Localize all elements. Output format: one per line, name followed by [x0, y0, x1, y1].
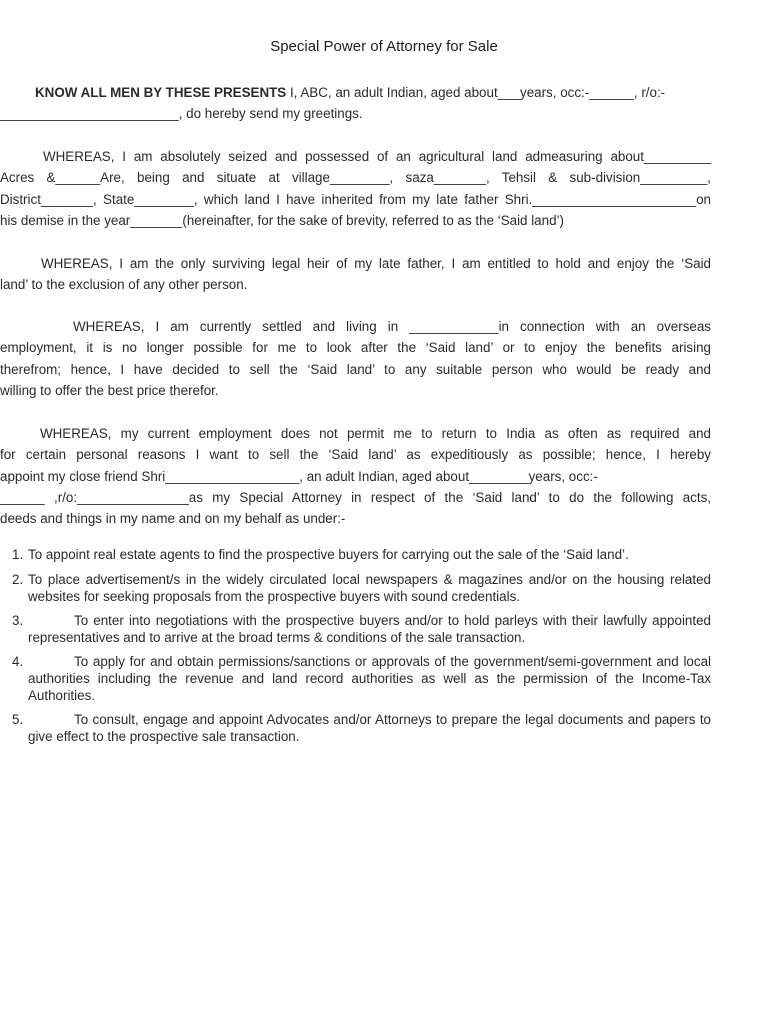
p1-line-1: WHEREAS, I am absolutely seized and possessed of an agricultural land admeasuring about_________	[43, 149, 711, 164]
intro-bold-lead: KNOW ALL MEN BY THESE PRESENTS	[35, 85, 287, 100]
list-item-text: To enter into negotiations with the prospective buyers and/or to hold parleys with their lawfully appointed representatives and to arrive at the broad terms & conditions of the sale transaction.	[28, 613, 711, 645]
list-item	[0, 653, 711, 704]
p1-line-2: Acres &______Are, being and situate at village________, saza_______, Tehsil & sub-division_________,	[0, 170, 711, 186]
p3-line-1: WHEREAS, I am currently settled and living in ____________in connection with an overseas	[73, 319, 711, 334]
p1-line-3: District_______, State________, which land I have inherited from my late father Shri.______________________on	[0, 191, 711, 207]
p4-line-5: deeds and things in my name and on my behalf as under:-	[0, 511, 346, 527]
intro-paragraph	[0, 82, 711, 125]
p4-line-1: WHEREAS, my current employment does not permit me to return to India as often as required and	[40, 426, 711, 441]
list-item-number: 3.	[12, 613, 24, 628]
list-item	[0, 546, 711, 563]
p4-line-2: for certain personal reasons I want to sell the ‘Said land’ as expeditiously as possible; hence, I hereby	[0, 447, 711, 463]
p3-line-4: willing to offer the best price therefor.	[0, 382, 219, 398]
document-title: Special Power of Attorney for Sale	[270, 38, 498, 55]
list-item-number: 2.	[12, 572, 24, 587]
whereas-paragraph-2	[0, 253, 711, 296]
list-item-number: 4.	[12, 654, 24, 669]
list-item	[0, 711, 711, 745]
list-item-text: To place advertisement/s in the widely circulated local newspapers & magazines and/or on the housing related websites for seeking proposals from the prospective buyers with sound credentials.	[28, 572, 711, 604]
powers-list	[0, 546, 711, 745]
list-item-text: To apply for and obtain permissions/sanctions or approvals of the government/semi-government and local authorities including the revenue and land record authorities as well as the permission of the Income-Tax Authorities.	[28, 654, 711, 703]
list-item	[0, 612, 711, 646]
p3-line-3: therefrom; hence, I have decided to sell the ‘Said land’ to any suitable person who would be ready and	[0, 361, 711, 377]
whereas-paragraph-4	[0, 423, 711, 529]
list-item	[0, 571, 711, 605]
intro-line-2: ________________________, do hereby send my greetings.	[0, 106, 363, 122]
list-item-text: To appoint real estate agents to find the prospective buyers for carrying out the sale of the ‘Said land’.	[28, 547, 629, 562]
p4-line-4: ______ ,r/o:_______________as my Special Attorney in respect of the ‘Said land’ to do the following acts,	[0, 489, 711, 505]
list-item-text: To consult, engage and appoint Advocates and/or Attorneys to prepare the legal documents and papers to give effect to the prospective sale transaction.	[28, 712, 711, 744]
whereas-paragraph-3	[0, 316, 711, 401]
p3-line-2: employment, it is no longer possible for me to look after the ‘Said land’ or to enjoy the benefits arising	[0, 340, 711, 356]
list-item-number: 5.	[12, 712, 24, 727]
p4-line-3: appoint my close friend Shri__________________, an adult Indian, aged about________years, occ:-	[0, 468, 598, 484]
intro-line-1: I, ABC, an adult Indian, aged about___years, occ:-______, r/o:-	[286, 85, 666, 100]
p1-line-4: his demise in the year_______(hereinafter, for the sake of brevity, referred to as the ‘Said land’)	[0, 212, 564, 228]
p2-line-1: WHEREAS, I am the only surviving legal heir of my late father, I am entitled to hold and enjoy the ‘Said	[41, 256, 711, 271]
whereas-paragraph-1	[0, 146, 711, 231]
p2-line-2: land’ to the exclusion of any other person.	[0, 277, 248, 293]
list-item-number: 1.	[12, 547, 24, 562]
